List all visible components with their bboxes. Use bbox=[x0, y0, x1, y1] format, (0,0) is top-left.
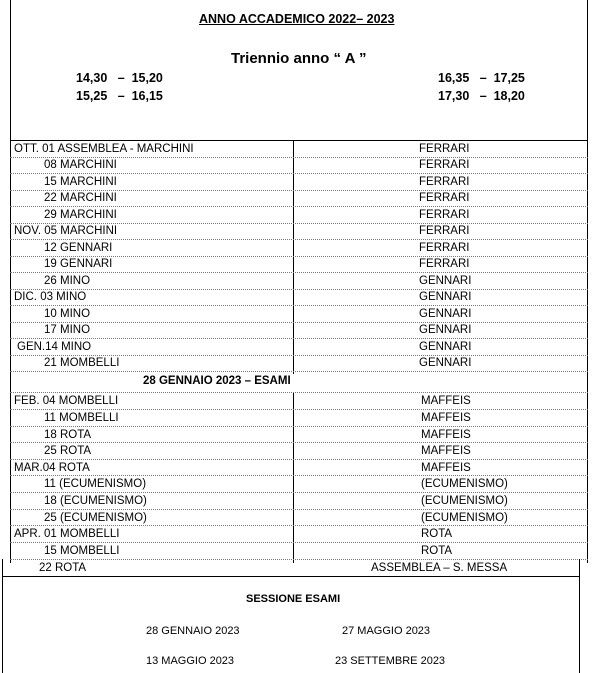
table-row bbox=[10, 223, 588, 239]
row-divider bbox=[10, 559, 588, 560]
row-left-cell: OTT. 01 ASSEMBLEA - MARCHINI bbox=[14, 143, 194, 155]
row-divider bbox=[10, 239, 588, 240]
row-left-cell: 08 MARCHINI bbox=[44, 159, 117, 171]
row-left-cell: 18 (ECUMENISMO) bbox=[44, 495, 147, 507]
row-right-cell: MAFFEIS bbox=[421, 412, 471, 424]
row-divider bbox=[10, 492, 588, 493]
row-right-cell: GENNARI bbox=[419, 357, 472, 369]
row-left-cell: 17 MINO bbox=[44, 324, 91, 336]
row-divider bbox=[10, 392, 588, 393]
row-left-cell: DIC. 03 MINO bbox=[14, 291, 87, 303]
row-left-cell: 21 MOMBELLI bbox=[44, 357, 120, 369]
table-row bbox=[10, 460, 588, 476]
table-row bbox=[10, 174, 588, 190]
exam-date: 23 SETTEMBRE 2023 bbox=[335, 655, 446, 667]
table-row bbox=[10, 322, 588, 338]
time-slot-left-1: 14,30 – 15,20 bbox=[76, 71, 163, 85]
row-divider bbox=[10, 442, 588, 443]
row-left-cell: 25 (ECUMENISMO) bbox=[44, 512, 147, 524]
row-left-cell: 22 ROTA bbox=[39, 562, 87, 574]
row-right-cell: (ECUMENISMO) bbox=[421, 478, 508, 490]
table-row bbox=[10, 393, 588, 409]
table-row bbox=[10, 526, 588, 542]
row-right-cell: FERRARI bbox=[419, 209, 470, 221]
table-row bbox=[10, 560, 588, 576]
row-right-cell: MAFFEIS bbox=[421, 462, 471, 474]
row-right-cell: GENNARI bbox=[419, 324, 472, 336]
row-right-cell: FERRARI bbox=[419, 143, 470, 155]
row-left-cell: MAR.04 ROTA bbox=[14, 462, 90, 474]
exam-date: 27 MAGGIO 2023 bbox=[342, 625, 431, 637]
table-row bbox=[10, 256, 588, 272]
row-left-cell: 15 MARCHINI bbox=[44, 176, 117, 188]
table-row bbox=[10, 207, 588, 223]
row-divider bbox=[10, 542, 588, 543]
table-row bbox=[10, 289, 588, 305]
row-right-cell: (ECUMENISMO) bbox=[421, 495, 508, 507]
exam-box-top-border bbox=[2, 576, 580, 577]
row-divider bbox=[10, 525, 588, 526]
row-divider bbox=[10, 338, 588, 339]
row-left-cell: 11 MOMBELLI bbox=[44, 412, 119, 424]
table-row bbox=[10, 427, 588, 443]
table-row bbox=[10, 141, 588, 157]
row-divider bbox=[10, 459, 588, 460]
time-slot-right-2: 17,30 – 18,20 bbox=[438, 89, 525, 103]
row-left-cell: 25 ROTA bbox=[44, 445, 92, 457]
row-right-cell: (ECUMENISMO) bbox=[421, 512, 508, 524]
row-right-cell: FERRARI bbox=[419, 192, 470, 204]
table-row bbox=[10, 476, 588, 492]
row-right-cell: FERRARI bbox=[419, 258, 470, 270]
row-left-cell: 29 MARCHINI bbox=[44, 209, 117, 221]
row-left-cell: APR. 01 MOMBELLI bbox=[14, 528, 120, 540]
row-divider bbox=[10, 509, 588, 510]
row-left-cell: 15 MOMBELLI bbox=[44, 545, 120, 557]
table-row bbox=[10, 190, 588, 206]
table-row bbox=[10, 355, 588, 371]
row-divider bbox=[10, 157, 588, 158]
table-row bbox=[10, 443, 588, 459]
row-divider bbox=[10, 305, 588, 306]
row-left-cell: 10 MINO bbox=[44, 308, 91, 320]
row-divider bbox=[10, 322, 588, 323]
row-right-cell: GENNARI bbox=[419, 308, 472, 320]
row-divider bbox=[10, 475, 588, 476]
row-divider bbox=[10, 190, 588, 191]
page-subtitle: Triennio anno “ A ” bbox=[231, 50, 367, 67]
row-divider bbox=[10, 409, 588, 410]
exam-date-label: 28 GENNAIO 2023 – ESAMI bbox=[143, 375, 291, 387]
row-left-cell: 11 (ECUMENISMO) bbox=[44, 478, 147, 490]
exam-date: 13 MAGGIO 2023 bbox=[146, 655, 235, 667]
table-row bbox=[10, 273, 588, 289]
row-right-cell: FERRARI bbox=[419, 242, 470, 254]
exam-session-heading: SESSIONE ESAMI bbox=[246, 593, 341, 605]
exam-date: 28 GENNAIO 2023 bbox=[146, 625, 240, 637]
row-right-cell: ASSEMBLEA – S. MESSA bbox=[371, 562, 508, 574]
time-slot-left-2: 15,25 – 16,15 bbox=[76, 89, 163, 103]
table-row bbox=[10, 543, 588, 559]
row-left-cell: NOV. 05 MARCHINI bbox=[14, 225, 118, 237]
row-right-cell: GENNARI bbox=[419, 291, 472, 303]
row-left-cell: GEN.14 MINO bbox=[17, 341, 92, 353]
table-row bbox=[10, 410, 588, 426]
table-row bbox=[10, 493, 588, 509]
row-right-cell: MAFFEIS bbox=[421, 395, 471, 407]
row-divider bbox=[10, 272, 588, 273]
row-right-cell: GENNARI bbox=[419, 341, 472, 353]
row-divider bbox=[10, 426, 588, 427]
row-divider bbox=[10, 206, 588, 207]
row-divider bbox=[10, 223, 588, 224]
table-row bbox=[10, 339, 588, 355]
row-right-cell: FERRARI bbox=[419, 225, 470, 237]
table-row bbox=[10, 306, 588, 322]
row-right-cell: ROTA bbox=[421, 528, 453, 540]
row-right-cell: GENNARI bbox=[419, 275, 472, 287]
time-slot-right-1: 16,35 – 17,25 bbox=[438, 71, 525, 85]
row-divider bbox=[10, 289, 588, 290]
row-left-cell: FEB. 04 MOMBELLI bbox=[14, 395, 119, 407]
row-left-cell: 26 MINO bbox=[44, 275, 91, 287]
page-title: ANNO ACCADEMICO 2022– 2023 bbox=[199, 12, 395, 26]
row-right-cell: FERRARI bbox=[419, 176, 470, 188]
row-left-cell: 22 MARCHINI bbox=[44, 192, 117, 204]
row-divider bbox=[10, 173, 588, 174]
table-row bbox=[10, 157, 588, 173]
exam-date-row bbox=[10, 373, 588, 389]
row-left-cell: 19 GENNARI bbox=[44, 258, 113, 270]
row-right-cell: ROTA bbox=[421, 545, 453, 557]
row-right-cell: MAFFEIS bbox=[421, 445, 471, 457]
row-divider bbox=[10, 256, 588, 257]
row-right-cell: FERRARI bbox=[419, 159, 470, 171]
row-left-cell: 12 GENNARI bbox=[44, 242, 113, 254]
table-row bbox=[10, 510, 588, 526]
row-divider bbox=[10, 355, 588, 356]
row-divider bbox=[10, 371, 588, 372]
row-right-cell: MAFFEIS bbox=[421, 429, 471, 441]
table-row bbox=[10, 240, 588, 256]
row-left-cell: 18 ROTA bbox=[44, 429, 92, 441]
